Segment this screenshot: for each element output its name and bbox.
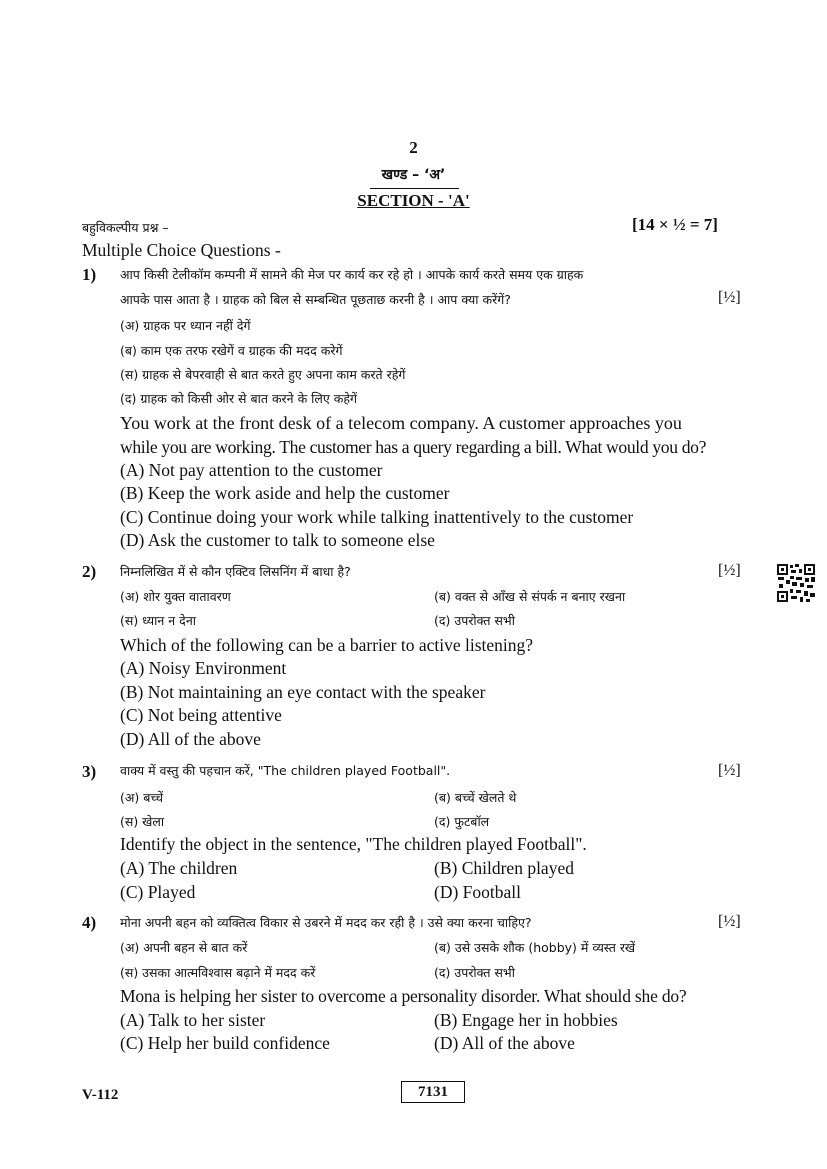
option-english: (C) Continue doing your work while talking inattentively to the customer xyxy=(120,507,634,527)
option-hindi: (स) खेला xyxy=(120,814,165,829)
question-hindi: मोना अपनी बहन को व्यक्तित्व विकार से उबरने में मदद कर रही है । उसे क्या करना चाहिए? xyxy=(120,915,532,930)
option-hindi: (द) फुटबॉल xyxy=(434,814,490,829)
question-number: 4) xyxy=(82,913,97,932)
question-english-line: while you are working. The customer has a query regarding a bill. What would you do? xyxy=(120,437,707,457)
question-hindi: निम्नलिखित में से कौन एक्टिव लिसनिंग में बाधा है? xyxy=(120,564,351,579)
option-hindi: (अ) ग्राहक पर ध्यान नहीं देगें xyxy=(120,318,251,333)
option-english: (A) Talk to her sister xyxy=(120,1010,266,1030)
question-english-line: You work at the front desk of a telecom company. A customer approaches you xyxy=(120,413,682,433)
paper-code: V-112 xyxy=(82,1087,119,1103)
option-english: (D) Ask the customer to talk to someone else xyxy=(120,530,435,550)
option-english: (C) Help her build confidence xyxy=(120,1033,330,1053)
question-marks: [½] xyxy=(718,289,741,306)
option-english: (D) Football xyxy=(434,882,522,902)
question-marks: [½] xyxy=(718,913,741,930)
option-english: (B) Keep the work aside and help the customer xyxy=(120,483,450,503)
option-english: (B) Children played xyxy=(434,858,574,878)
option-english: (C) Played xyxy=(120,882,196,902)
option-hindi: (अ) अपनी बहन से बात करें xyxy=(120,940,248,955)
option-english: (D) All of the above xyxy=(120,729,261,749)
page-code-box: 7131 xyxy=(401,1081,465,1103)
question-number: 1) xyxy=(82,265,97,284)
page-number: 2 xyxy=(409,138,418,157)
option-hindi: (द) उपरोक्त सभी xyxy=(434,965,515,980)
section-title-hindi: खण्ड – ‘अ’ xyxy=(381,167,446,183)
question-english: Which of the following can be a barrier to active listening? xyxy=(120,635,534,655)
question-marks: [½] xyxy=(718,562,741,579)
question-hindi-line: आपके पास आता है । ग्राहक को बिल से सम्बन्धित पूछताछ करनी है । आप क्या करेंगें? xyxy=(120,292,511,307)
option-hindi: (द) ग्राहक को किसी ओर से बात करने के लिए कहेगें xyxy=(120,391,358,406)
question-hindi: वाक्य में वस्तु की पहचान करें, "The children played Football". xyxy=(120,763,451,778)
question-english: Identify the object in the sentence, "The children played Football". xyxy=(120,834,587,854)
option-english: (C) Not being attentive xyxy=(120,705,282,725)
section-title-english: SECTION - 'A' xyxy=(357,191,470,210)
option-english: (B) Engage her in hobbies xyxy=(434,1010,618,1030)
qr-code-icon xyxy=(776,563,816,603)
option-hindi: (स) ग्राहक से बेपरवाही से बात करते हुए अपना काम करते रहेगें xyxy=(120,367,406,382)
option-hindi: (स) ध्यान न देना xyxy=(120,613,196,628)
mcq-heading-hindi: बहुविकल्पीय प्रश्न – xyxy=(82,220,169,235)
question-english: Mona is helping her sister to overcome a personality disorder. What should she do? xyxy=(120,986,687,1006)
option-english: (B) Not maintaining an eye contact with the speaker xyxy=(120,682,486,702)
option-hindi: (अ) शोर युक्त वातावरण xyxy=(120,589,231,604)
mcq-heading-english: Multiple Choice Questions - xyxy=(82,240,281,260)
option-hindi: (ब) वक्त से आँख से संपर्क न बनाए रखना xyxy=(434,589,626,604)
option-hindi: (अ) बच्चें xyxy=(120,790,164,805)
option-english: (A) The children xyxy=(120,858,238,878)
option-hindi: (ब) उसे उसके शौक (hobby) में व्यस्त रखें xyxy=(434,940,636,955)
question-number: 3) xyxy=(82,762,97,781)
option-english: (A) Noisy Environment xyxy=(120,658,287,678)
section-rule xyxy=(370,188,459,189)
option-hindi: (स) उसका आत्मविश्वास बढ़ाने में मदद करें xyxy=(120,965,316,980)
total-marks: [14 × ½ = 7] xyxy=(632,215,718,234)
question-marks: [½] xyxy=(718,762,741,779)
option-english: (A) Not pay attention to the customer xyxy=(120,460,383,480)
option-english: (D) All of the above xyxy=(434,1033,575,1053)
option-hindi: (ब) काम एक तरफ रखेगें व ग्राहक की मदद करेगें xyxy=(120,343,343,358)
option-hindi: (द) उपरोक्त सभी xyxy=(434,613,515,628)
question-hindi-line: आप किसी टेलीकॉम कम्पनी में सामने की मेज पर कार्य कर रहे हो । आपके कार्य करते समय एक ग्राहक xyxy=(120,267,584,282)
option-hindi: (ब) बच्चें खेलते थे xyxy=(434,790,517,805)
question-number: 2) xyxy=(82,562,97,581)
